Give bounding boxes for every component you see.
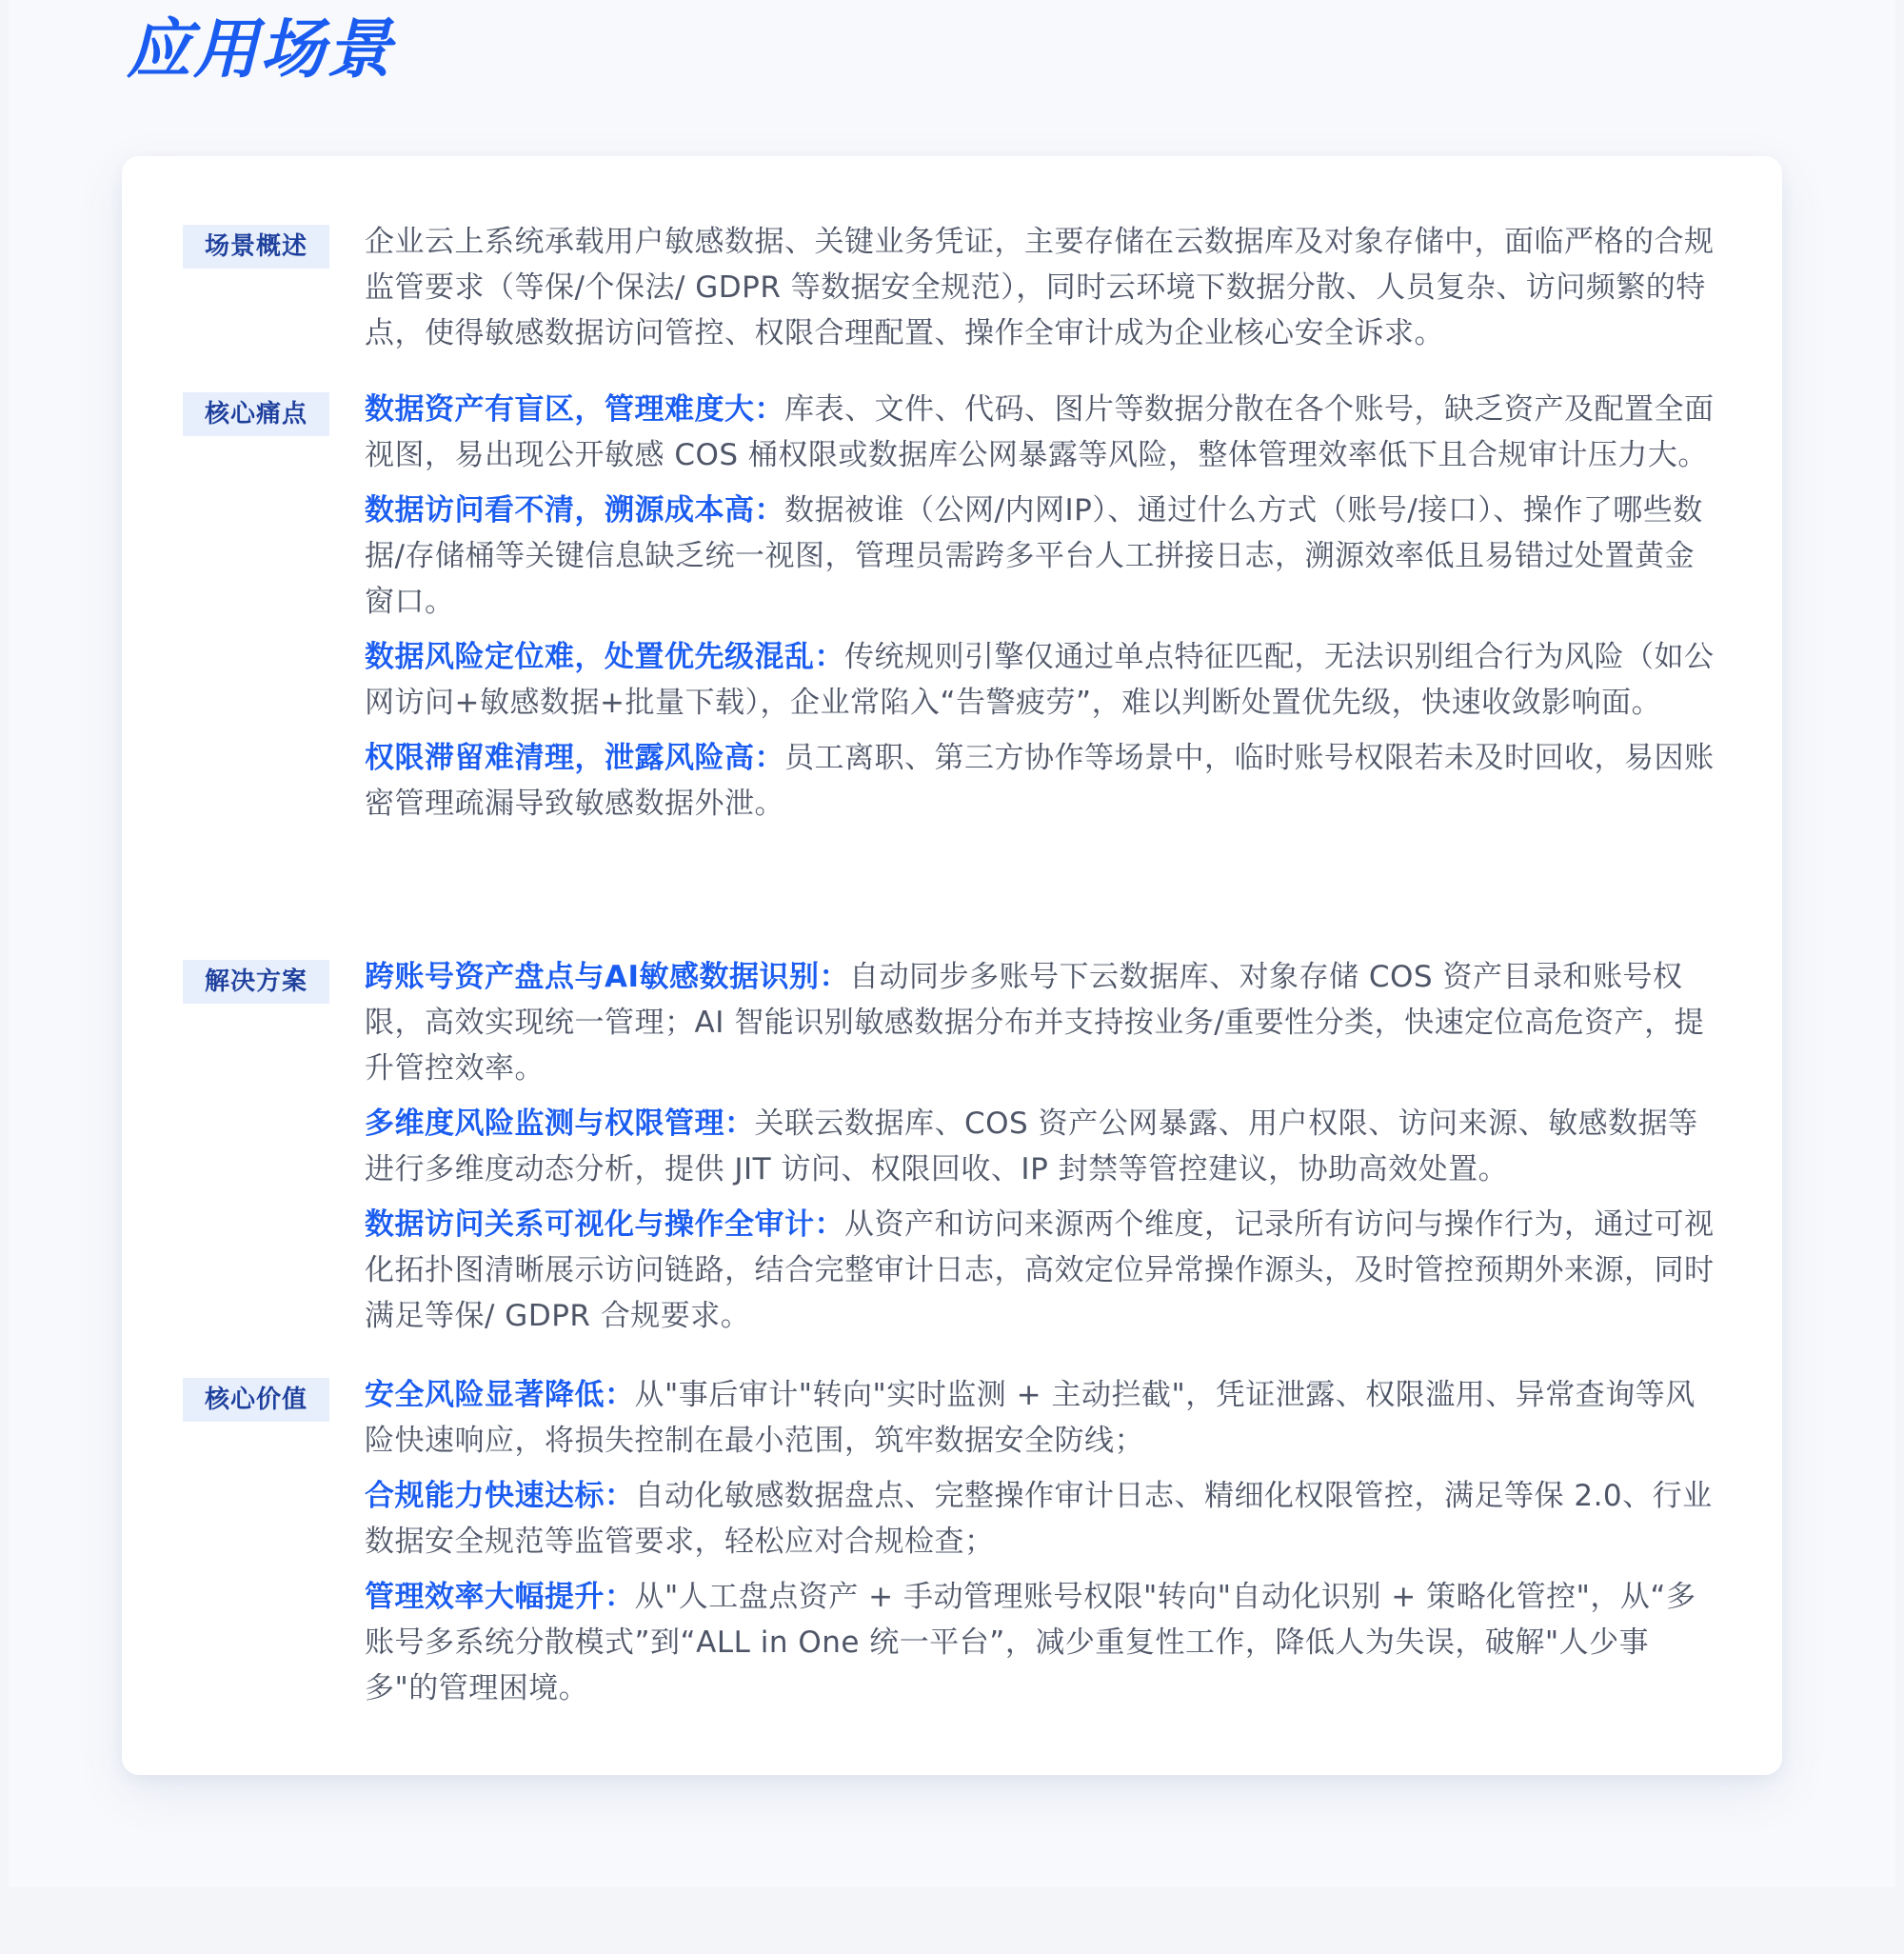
- section-tag-solutions: 解决方案: [183, 960, 329, 1004]
- paragraph-text: 员工离职、第三方协作等场景中，临时账号权限若未及时回收，易因账密管理疏漏导致敏感数据外泄。: [365, 741, 1715, 821]
- paragraph-heading: 安全风险显著降低：: [365, 1378, 635, 1412]
- paragraph-text: 库表、文件、代码、图片等数据分散在各个账号，缺乏资产及配置全面视图，易出现公开敏感 COS 桶权限或数据库公网暴露等风险，整体管理效率低下且合规审计压力大。: [365, 392, 1715, 472]
- paragraph-heading: 权限滞留难清理，泄露风险高：: [365, 741, 784, 775]
- paragraph-heading: 数据资产有盲区，管理难度大：: [365, 392, 784, 427]
- paragraph-heading: 数据风险定位难，处置优先级混乱：: [365, 640, 844, 674]
- paragraph: [365, 1372, 1721, 1464]
- paragraph: [365, 219, 1721, 356]
- paragraph-text: 从资产和访问来源两个维度，记录所有访问与操作行为，通过可视化拓扑图清晰展示访问链路，结合完整审计日志，高效定位异常操作源头，及时管控预期外来源，同时满足等保/ GDPR 合规要求。: [365, 1207, 1715, 1333]
- page-title: 应用场景: [127, 12, 394, 88]
- paragraph-heading: 多维度风险监测与权限管理：: [365, 1107, 755, 1141]
- paragraph-heading: 跨账号资产盘点与AI敏感数据识别：: [365, 960, 850, 994]
- paragraph: [365, 1202, 1721, 1339]
- section-tag-overview: 场景概述: [183, 225, 329, 269]
- section-tag-pain-points: 核心痛点: [183, 392, 329, 436]
- paragraph: [365, 1574, 1721, 1711]
- content-card: [122, 156, 1782, 1775]
- paragraph: [365, 634, 1721, 726]
- paragraph: [365, 488, 1721, 625]
- paragraph-heading: 管理效率大幅提升：: [365, 1580, 635, 1614]
- paragraph: [365, 954, 1721, 1091]
- paragraph-heading: 数据访问关系可视化与操作全审计：: [365, 1207, 844, 1242]
- paragraph-text: 关联云数据库、COS 资产公网暴露、用户权限、访问来源、敏感数据等进行多维度动态分析，提供 JIT 访问、权限回收、IP 封禁等管控建议，协助高效处置。: [365, 1107, 1698, 1186]
- paragraph-text: 自动同步多账号下云数据库、对象存储 COS 资产目录和账号权限，高效实现统一管理；AI 智能识别敏感数据分布并支持按业务/重要性分类，快速定位高危资产，提升管控效率。: [365, 960, 1705, 1086]
- section-body-pain-points: [365, 387, 1721, 836]
- paragraph: [365, 387, 1721, 478]
- section-body-overview: [365, 219, 1721, 366]
- section-body-solutions: [365, 954, 1721, 1348]
- paragraph: [365, 735, 1721, 827]
- paragraph-text: 数据被谁（公网/内网IP）、通过什么方式（账号/接口）、操作了哪些数据/存储桶等关键信息缺乏统一视图，管理员需跨多平台人工拼接日志，溯源效率低且易错过处置黄金窗口。: [365, 493, 1703, 619]
- section-tag-core-value: 核心价值: [183, 1378, 329, 1422]
- paragraph: [365, 1101, 1721, 1192]
- paragraph-heading: 数据访问看不清，溯源成本高：: [365, 493, 784, 528]
- paragraph: [365, 1473, 1721, 1565]
- paragraph-text: 传统规则引擎仅通过单点特征匹配，无法识别组合行为风险（如公网访问+敏感数据+批量下载），企业常陷入“告警疲劳”，难以判断处置优先级，快速收敛影响面。: [365, 640, 1715, 720]
- paragraph-text: 从"事后审计"转向"实时监测 + 主动拦截"，凭证泄露、权限滥用、异常查询等风险快速响应，将损失控制在最小范围，筑牢数据安全防线；: [365, 1378, 1696, 1458]
- paragraph-text: 自动化敏感数据盘点、完整操作审计日志、精细化权限管控，满足等保 2.0、行业数据安全规范等监管要求，轻松应对合规检查；: [365, 1479, 1713, 1559]
- section-body-core-value: [365, 1372, 1721, 1721]
- paragraph-text: 从"人工盘点资产 + 手动管理账号权限"转向"自动化识别 + 策略化管控"，从“多账号多系统分散模式”到“ALL in One 统一平台”，减少重复性工作，降低人为失误，破解"人少事多"的管理困境。: [365, 1580, 1696, 1705]
- paragraph-text: 企业云上系统承载用户敏感数据、关键业务凭证，主要存储在云数据库及对象存储中，面临严格的合规监管要求（等保/个保法/ GDPR 等数据安全规范），同时云环境下数据分散、人员复杂、访问频繁的特点，使得敏感数据访问管控、权限合理配置、操作全审计成为企业核心安全诉求。: [365, 225, 1715, 350]
- paragraph-heading: 合规能力快速达标：: [365, 1479, 635, 1513]
